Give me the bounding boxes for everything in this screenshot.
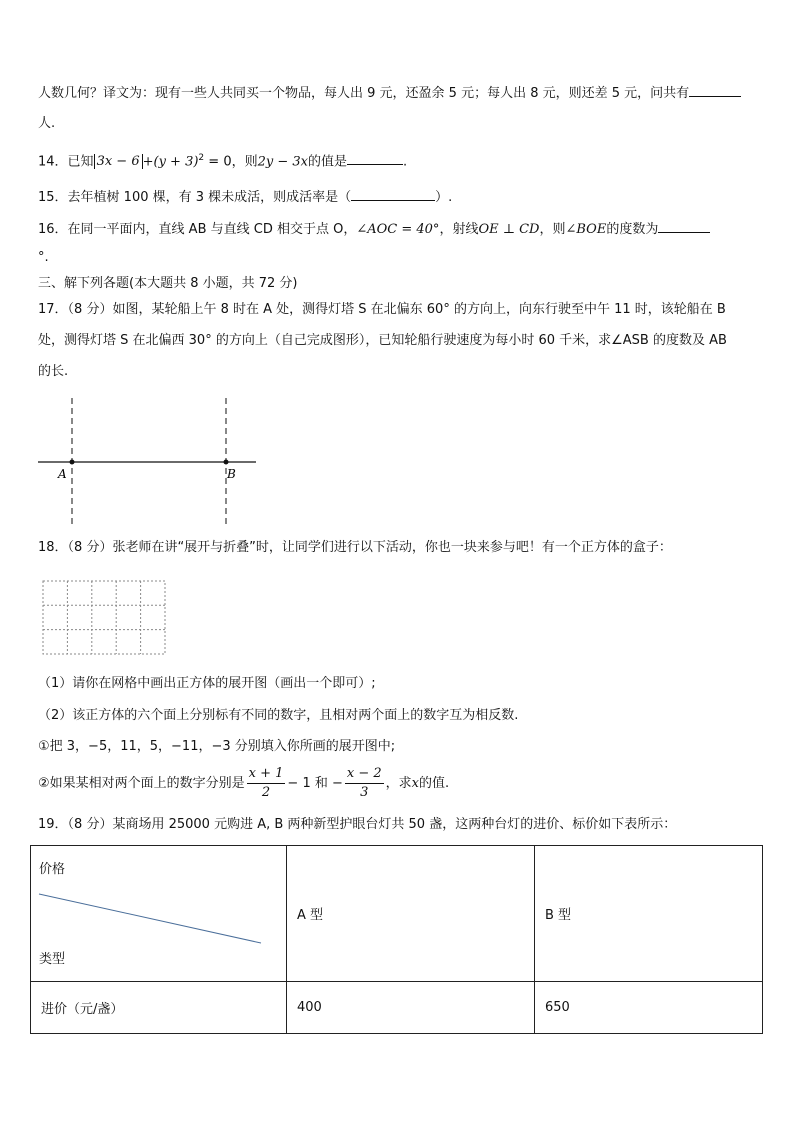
point-b-label: B	[227, 467, 236, 481]
fraction-1-numerator: x + 1	[247, 765, 286, 784]
point-b-dot	[224, 460, 229, 465]
q17-figure	[30, 392, 270, 530]
q18-sub-2-end: 的值.	[419, 776, 450, 791]
fraction-x-plus-1-over-2	[247, 765, 286, 802]
q17-line-2: 处，测得灯塔 S 在北偏西 30° 的方向上（自己完成图形），已知轮船行驶速度为每小时 60 千米，求∠ASB 的度数及 AB	[38, 333, 727, 348]
q18-variable-x: x	[411, 776, 420, 791]
fraction-1-denominator: 2	[261, 785, 271, 800]
cost-type-b: 650	[535, 982, 763, 1034]
q14-exponent: 2	[198, 153, 205, 163]
q13-answer-blank[interactable]	[689, 82, 741, 97]
q16-tail: °.	[38, 250, 49, 265]
q16-text-1: 在同一平面内，直线 AB 与直线 CD 相交于点 O，	[67, 222, 357, 237]
q18-sub-2	[38, 764, 449, 804]
header-type-b: B 型	[535, 846, 763, 982]
q18-sub-2-prefix: ②如果某相对两个面上的数字分别是	[38, 776, 245, 791]
q16-ray: OE ⊥ CD	[478, 222, 540, 237]
header-type-a: A 型	[287, 846, 535, 982]
corner-price-label: 价格	[39, 862, 66, 877]
q13-continuation	[38, 82, 741, 104]
q15-end: ）.	[435, 190, 453, 205]
question-14	[38, 148, 407, 172]
cost-type-a: 400	[287, 982, 535, 1034]
fraction-2-denominator: 3	[360, 785, 369, 800]
section-3-heading: 三、解下列各题(本大题共 8 小题，共 72 分)	[38, 276, 298, 291]
row-label-cost: 进价（元/盏）	[31, 982, 287, 1034]
diagonal-line	[31, 846, 286, 981]
q18-grid[interactable]	[42, 580, 166, 656]
q14-end: .	[402, 154, 408, 170]
point-a-dot	[70, 460, 75, 465]
q14-abs-expression: 3x − 6	[94, 154, 143, 169]
q14-number: 14．	[38, 154, 68, 170]
fraction-x-minus-2-over-3	[345, 765, 384, 802]
q18-sub-2-suffix: ，求	[385, 776, 412, 791]
fraction-2-numerator: x − 2	[345, 765, 384, 784]
q18-part-2: （2）该正方体的六个面上分别标有不同的数字，且相对两个面上的数字互为相反数.	[38, 708, 519, 723]
q14-square-expression: (y + 3)	[153, 154, 199, 170]
q18-sub-1: ①把 3，−5，11，5，−11，−3 分别填入你所画的展开图中;	[38, 739, 396, 754]
question-16	[38, 218, 710, 240]
q16-text-3: ，则	[539, 222, 566, 237]
q15-answer-blank[interactable]	[351, 186, 435, 201]
table-row	[31, 982, 763, 1034]
q13-text: 人数几何？译文为：现有一些人共同买一个物品，每人出 9 元，还盈余 5 元；每人出 8 元，则还差 5 元，问共有	[38, 86, 690, 101]
q17-line-1: 17．（8 分）如图，某轮船上午 8 时在 A 处，测得灯塔 S 在北偏东 60° 的方向上，向东行驶至中午 11 时，该轮船在 B	[38, 302, 726, 317]
q14-equals: = 0，则	[204, 154, 258, 170]
q18-part-1: （1）请你在网格中画出正方体的展开图（画出一个即可）;	[38, 676, 376, 691]
q16-angle-aoc: ∠AOC = 40°	[356, 222, 440, 237]
q14-prefix: 已知	[67, 154, 94, 170]
diagonal-header-cell	[31, 846, 287, 982]
q13-tail: 人.	[38, 116, 56, 131]
q16-answer-blank[interactable]	[658, 218, 710, 233]
q15-text: 去年植树 100 棵，有 3 棵未成活，则成活率是（	[67, 190, 352, 205]
q16-text-2: ，射线	[439, 222, 479, 237]
q18-sub-2-middle: − 1 和 −	[287, 776, 343, 791]
table-header-row	[31, 846, 763, 982]
q14-plus: +	[142, 154, 154, 170]
q14-suffix: 的值是	[307, 154, 347, 170]
q16-text-4: 的度数为	[606, 222, 659, 237]
point-a-label: A	[58, 467, 67, 481]
q17-line-3: 的长.	[38, 364, 69, 379]
q14-target-expression: 2y − 3x	[257, 154, 308, 170]
q14-answer-blank[interactable]	[347, 150, 403, 165]
price-table	[30, 845, 763, 1034]
q18-intro: 18．（8 分）张老师在讲“展开与折叠”时，让同学们进行以下活动，你也一块来参与吧！有一个正方体的盒子：	[38, 540, 672, 555]
q19-intro: 19．（8 分）某商场用 25000 元购进 A, B 两种新型护眼台灯共 50 盏，这两种台灯的进价、标价如下表所示：	[38, 817, 677, 832]
q16-angle-boe: ∠BOE	[565, 222, 607, 237]
question-15	[38, 186, 452, 208]
corner-type-label: 类型	[39, 952, 66, 967]
q16-number: 16．	[38, 222, 68, 237]
q15-number: 15．	[38, 190, 68, 205]
